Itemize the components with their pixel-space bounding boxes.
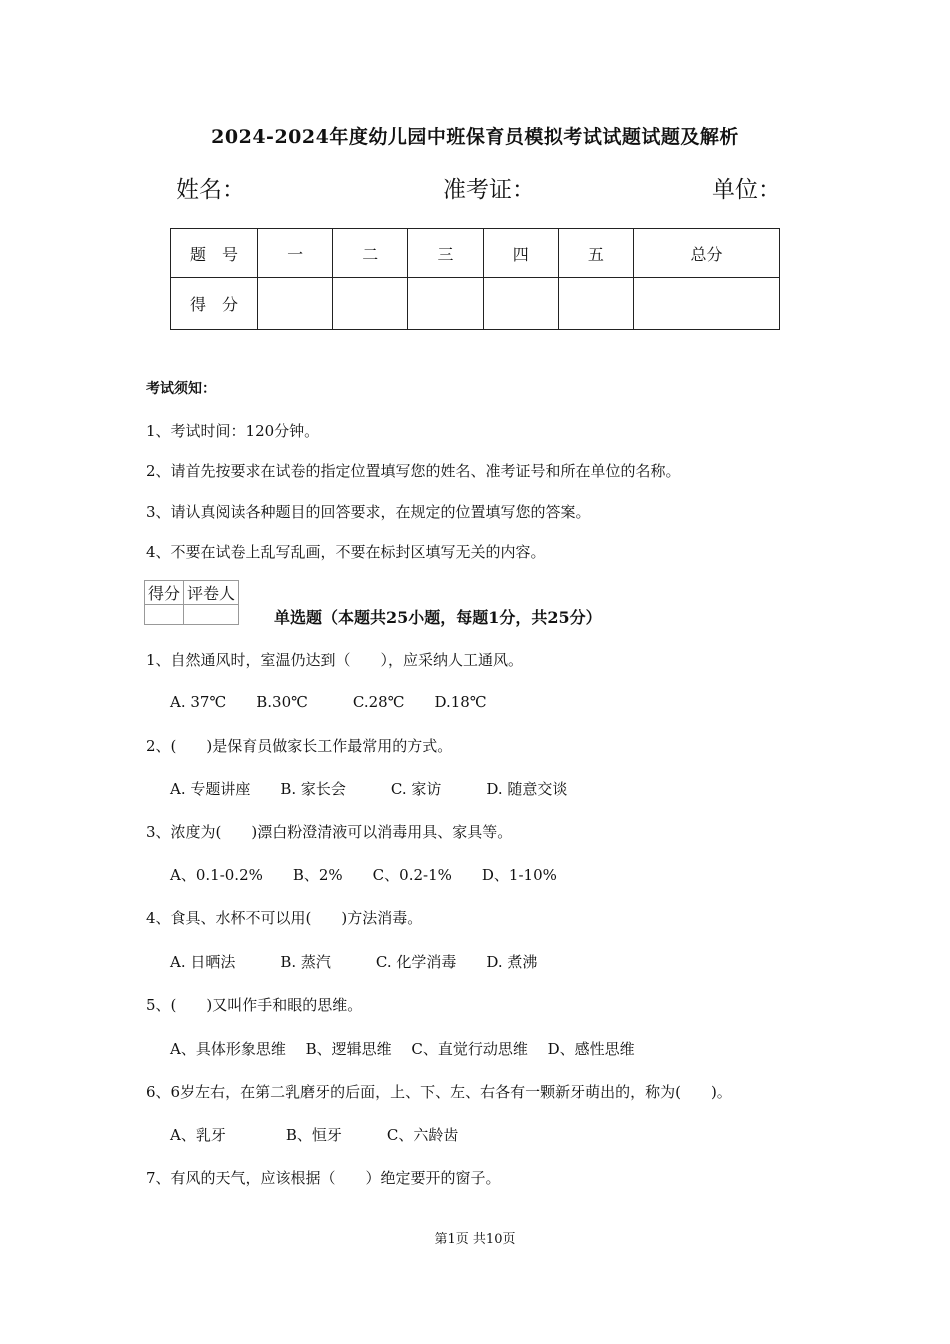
section-title: 单选题（本题共25小题，每题1分，共25分） (274, 608, 602, 627)
notice-heading: 考试须知： (146, 381, 216, 397)
score-cell-5[interactable] (558, 278, 633, 330)
notice-item: 2、请首先按要求在试卷的指定位置填写您的姓名、准考证号和所在单位的名称。 (146, 462, 681, 480)
score-cell-2[interactable] (333, 278, 408, 330)
question-options: A. 日晒法 B. 蒸汽 C. 化学消毒 D. 煮沸 (170, 953, 538, 971)
score-cell-1[interactable] (258, 278, 333, 330)
question-text: 2、( )是保育员做家长工作最常用的方式。 (146, 737, 453, 755)
score-cell-4[interactable] (483, 278, 558, 330)
question-text: 3、浓度为( )漂白粉澄清液可以消毒用具、家具等。 (146, 823, 513, 841)
question-options: A. 专题讲座 B. 家长会 C. 家访 D. 随意交谈 (170, 780, 568, 798)
grader-box-score-label: 得分 (145, 581, 184, 605)
score-table-label-score: 得 分 (171, 278, 258, 330)
score-cell-total[interactable] (634, 278, 780, 330)
exam-id-field-label: 准考证： (443, 177, 535, 203)
question-text: 1、自然通风时，室温仍达到（ ），应采纳人工通风。 (146, 651, 524, 669)
question-options: A. 37℃ B.30℃ C.28℃ D.18℃ (170, 693, 487, 711)
score-table-col-3: 三 (408, 229, 483, 278)
name-field-label: 姓名： (176, 177, 245, 203)
notice-item: 1、考试时间：120分钟。 (146, 422, 320, 440)
question-text: 7、有风的天气，应该根据（ ）绝定要开的窗子。 (146, 1169, 501, 1187)
page-footer: 第1页 共10页 (434, 1232, 516, 1247)
grader-box-grader-label: 评卷人 (184, 581, 239, 605)
grader-box-score-cell[interactable] (145, 605, 184, 625)
score-table-col-1: 一 (258, 229, 333, 278)
score-table-score-row (171, 278, 780, 330)
notice-item: 4、不要在试卷上乱写乱画，不要在标封区填写无关的内容。 (146, 543, 546, 561)
score-table (170, 228, 780, 330)
unit-field-label: 单位： (712, 177, 781, 203)
score-cell-3[interactable] (408, 278, 483, 330)
notice-item: 3、请认真阅读各种题目的回答要求，在规定的位置填写您的答案。 (146, 503, 591, 521)
score-table-col-4: 四 (483, 229, 558, 278)
score-table-col-5: 五 (558, 229, 633, 278)
score-table-label-question: 题 号 (171, 229, 258, 278)
score-table-header-row (171, 229, 780, 278)
question-text: 5、( )又叫作手和眼的思维。 (146, 996, 363, 1014)
question-text: 4、食具、水杯不可以用( )方法消毒。 (146, 909, 423, 927)
score-table-col-2: 二 (333, 229, 408, 278)
question-options: A、0.1-0.2% B、2% C、0.2-1% D、1-10% (170, 866, 557, 884)
grader-box (144, 580, 239, 625)
question-options: A、乳牙 B、恒牙 C、六龄齿 (170, 1126, 459, 1144)
document-title: 2024-2024年度幼儿园中班保育员模拟考试试题试题及解析 (211, 126, 739, 148)
question-options: A、具体形象思维 B、逻辑思维 C、直觉行动思维 D、感性思维 (170, 1040, 635, 1058)
grader-box-grader-cell[interactable] (184, 605, 239, 625)
score-table-col-total: 总分 (634, 229, 780, 278)
question-text: 6、6岁左右，在第二乳磨牙的后面，上、下、左、右各有一颗新牙萌出的，称为( )。 (146, 1083, 732, 1101)
